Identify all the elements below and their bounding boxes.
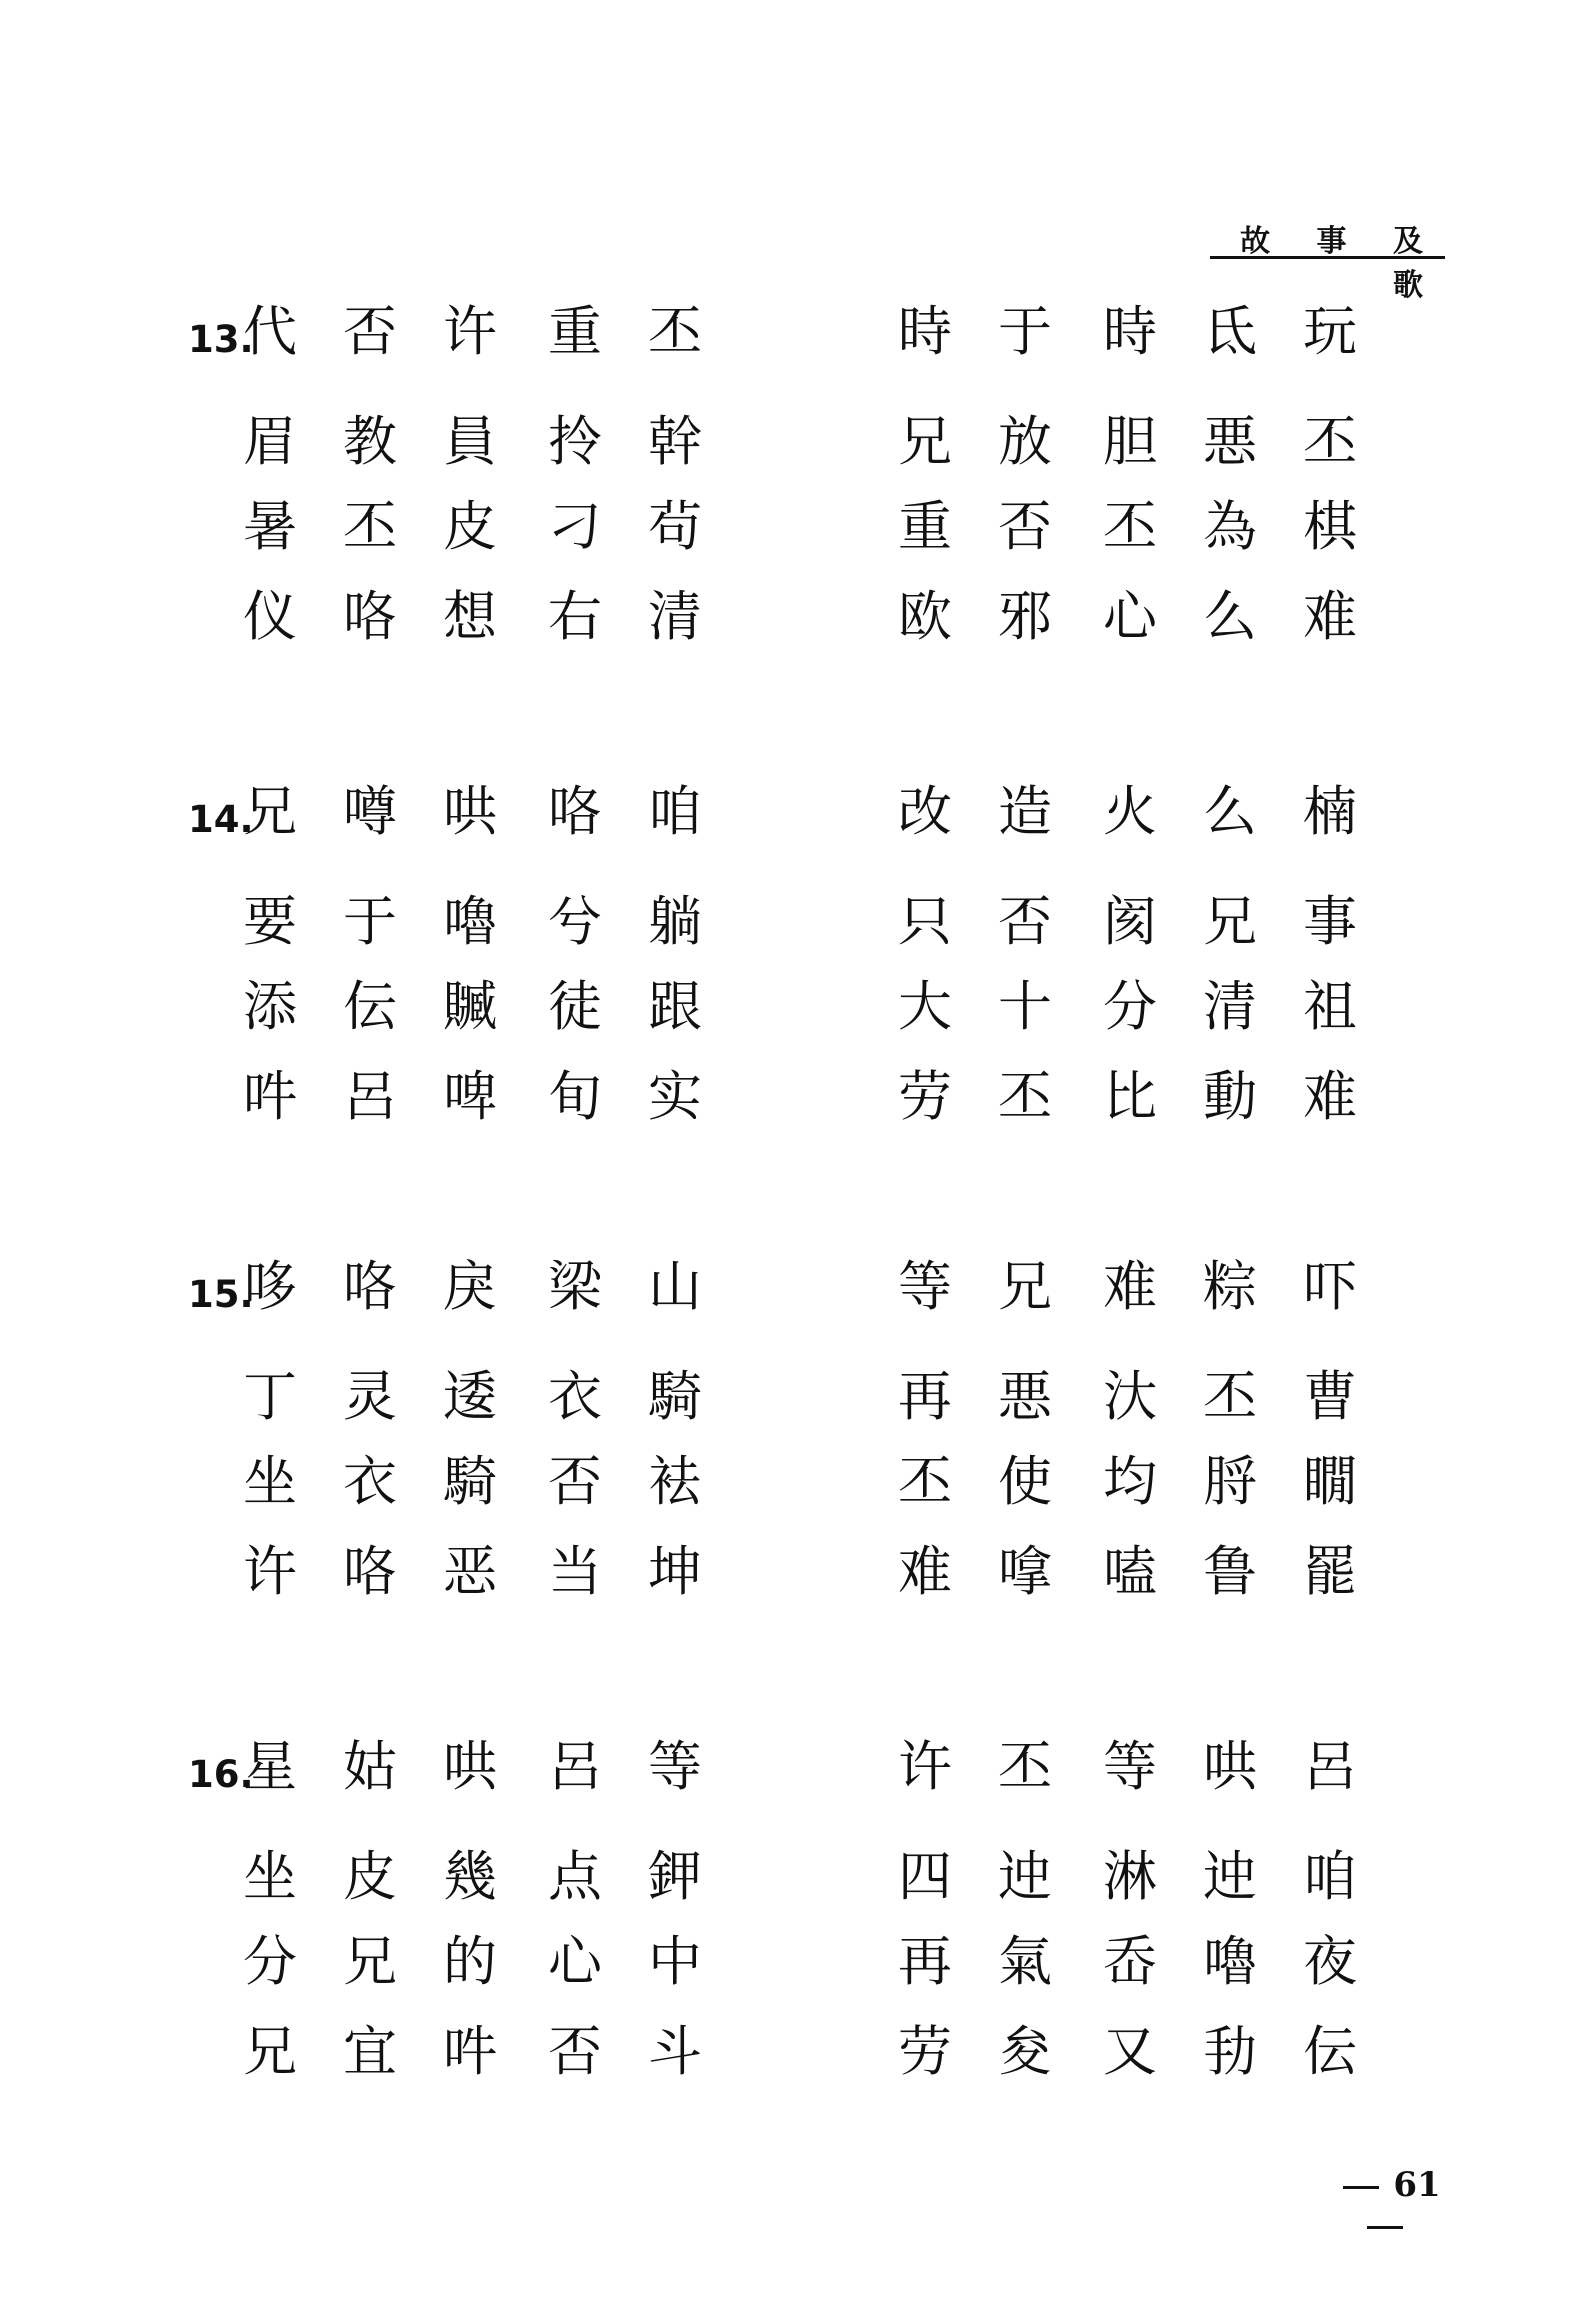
character: 否 [548,1450,602,1513]
character: 岙 [1103,1930,1157,1993]
character: 旬 [548,1065,602,1128]
character: 兮 [548,890,602,953]
character: 迚 [998,1845,1052,1908]
character: 吽 [243,1065,297,1128]
character: 丕 [1303,410,1357,473]
character: 幹 [648,410,702,473]
character: 丕 [1203,1365,1257,1428]
character: 刁 [548,495,602,558]
character: 吽 [443,2020,497,2083]
character: 咯 [343,585,397,648]
character: 使 [998,1450,1052,1513]
character: 阂 [1103,890,1157,953]
character: 咯 [343,1255,397,1318]
character: 皮 [443,495,497,558]
character: 兄 [243,2020,297,2083]
character: 兄 [898,410,952,473]
character: 姑 [343,1735,397,1798]
character: 暑 [243,495,297,558]
character: 祖 [1303,975,1357,1038]
character: 许 [443,300,497,363]
character: 咯 [548,780,602,843]
character: 点 [548,1845,602,1908]
character: 迚 [1203,1845,1257,1908]
character: 欧 [898,585,952,648]
character: 胆 [1103,410,1157,473]
character: 清 [1203,975,1257,1038]
character: 丕 [998,1065,1052,1128]
character: 袪 [648,1450,702,1513]
character: 改 [898,780,952,843]
character: 咱 [648,780,702,843]
character: 四 [898,1845,952,1908]
character: 楠 [1303,780,1357,843]
character: 動 [1203,1065,1257,1128]
character: 么 [1203,585,1257,648]
character: 教 [343,410,397,473]
page-number-value: 61 [1393,2165,1441,2205]
character: 皮 [343,1845,397,1908]
character: 氣 [998,1930,1052,1993]
character: 躺 [648,890,702,953]
character: 哄 [443,780,497,843]
character: 兄 [343,1930,397,1993]
character: 丁 [243,1365,297,1428]
character: 棋 [1303,495,1357,558]
character: 呂 [343,1065,397,1128]
character: 噂 [343,780,397,843]
character: 梁 [548,1255,602,1318]
character: 嗑 [1103,1540,1157,1603]
character: 再 [898,1930,952,1993]
character: 斗 [648,2020,702,2083]
character: 伝 [343,975,397,1038]
character: 哄 [443,1735,497,1798]
character: 兄 [998,1255,1052,1318]
page-number [1305,2165,1465,2245]
character: 心 [548,1930,602,1993]
character: 重 [548,300,602,363]
character: 等 [898,1255,952,1318]
character: 比 [1103,1065,1157,1128]
section-number: 15. [188,1273,254,1316]
character: 劧 [1203,2020,1257,2083]
character: 分 [243,1930,297,1993]
character: 恶 [443,1540,497,1603]
character: 騎 [443,1450,497,1513]
character: 衣 [343,1450,397,1513]
character: 右 [548,585,602,648]
character: 清 [648,585,702,648]
character: 么 [1203,780,1257,843]
character: 的 [443,1930,497,1993]
section-number: 16. [188,1753,254,1796]
character: 星 [243,1735,297,1798]
section-number: 13. [188,318,254,361]
character: 实 [648,1065,702,1128]
character: 难 [1303,585,1357,648]
character: 丕 [648,300,702,363]
character: 幾 [443,1845,497,1908]
character: 吓 [1303,1255,1357,1318]
character: 衣 [548,1365,602,1428]
character: 灵 [343,1365,397,1428]
character: 夜 [1303,1930,1357,1993]
character: 等 [648,1735,702,1798]
page-number-dash-right [1367,2226,1403,2229]
character: 宜 [343,2020,397,2083]
character: 贓 [443,975,497,1038]
character: 邪 [998,585,1052,648]
character: 于 [998,300,1052,363]
character: 啤 [443,1065,497,1128]
character: 只 [898,890,952,953]
character: 坐 [243,1845,297,1908]
character: 茍 [648,495,702,558]
character: 劳 [898,1065,952,1128]
character: 否 [548,2020,602,2083]
character: 要 [243,890,297,953]
character: 否 [998,495,1052,558]
section-number: 14. [188,798,254,841]
character: 难 [1303,1065,1357,1128]
character: 騎 [648,1365,702,1428]
character: 许 [243,1540,297,1603]
character: 难 [898,1540,952,1603]
character: 事 [1303,890,1357,953]
character: 曹 [1303,1365,1357,1428]
character: 徒 [548,975,602,1038]
character: 火 [1103,780,1157,843]
character: 许 [898,1735,952,1798]
character: 仪 [243,585,297,648]
character: 添 [243,975,297,1038]
character: 造 [998,780,1052,843]
character: 玩 [1303,300,1357,363]
character: 為 [1203,495,1257,558]
character: 淋 [1103,1845,1157,1908]
character: 伝 [1303,2020,1357,2083]
character: 劳 [898,2020,952,2083]
character: 丕 [343,495,397,558]
character: 拎 [548,410,602,473]
character: 于 [343,890,397,953]
character: 罷 [1303,1540,1357,1603]
character: 哄 [1203,1735,1257,1798]
character: 咱 [1303,1845,1357,1908]
character: 又 [1103,2020,1157,2083]
character: 代 [243,300,297,363]
character: 呂 [548,1735,602,1798]
character: 心 [1103,585,1157,648]
character: 当 [548,1540,602,1603]
character: 大 [898,975,952,1038]
character: 脟 [1203,1450,1257,1513]
character: 呂 [1303,1735,1357,1798]
character: 放 [998,410,1052,473]
character: 坐 [243,1450,297,1513]
character: 丕 [898,1450,952,1513]
character: 悪 [998,1365,1052,1428]
character: 汏 [1103,1365,1157,1428]
character: 重 [898,495,952,558]
character: 氐 [1203,300,1257,363]
character: 逶 [443,1365,497,1428]
character: 丕 [1103,495,1157,558]
character: 夋 [998,2020,1052,2083]
character: 哆 [243,1255,297,1318]
character: 均 [1103,1450,1157,1513]
character: 時 [1103,300,1157,363]
character: 鉀 [648,1845,702,1908]
character: 悪 [1203,410,1257,473]
character: 否 [998,890,1052,953]
character: 中 [648,1930,702,1993]
page-number-dash-left [1343,2186,1379,2189]
character: 难 [1103,1255,1157,1318]
character: 等 [1103,1735,1157,1798]
character: 否 [343,300,397,363]
character: 咯 [343,1540,397,1603]
character: 再 [898,1365,952,1428]
character: 兄 [243,780,297,843]
page-header [1210,212,1445,303]
character: 嗱 [998,1540,1052,1603]
character: 嚕 [1203,1930,1257,1993]
character: 十 [998,975,1052,1038]
character: 山 [648,1255,702,1318]
character: 嚕 [443,890,497,953]
character: 坤 [648,1540,702,1603]
character: 員 [443,410,497,473]
character: 眉 [243,410,297,473]
character: 鲁 [1203,1540,1257,1603]
character: 兄 [1203,890,1257,953]
character: 丕 [998,1735,1052,1798]
character: 時 [898,300,952,363]
character: 跟 [648,975,702,1038]
character: 瞯 [1303,1450,1357,1513]
page-header-title: 故 事 及 歌 [1240,224,1441,303]
character: 想 [443,585,497,648]
character: 戾 [443,1255,497,1318]
character: 分 [1103,975,1157,1038]
character: 粽 [1203,1255,1257,1318]
